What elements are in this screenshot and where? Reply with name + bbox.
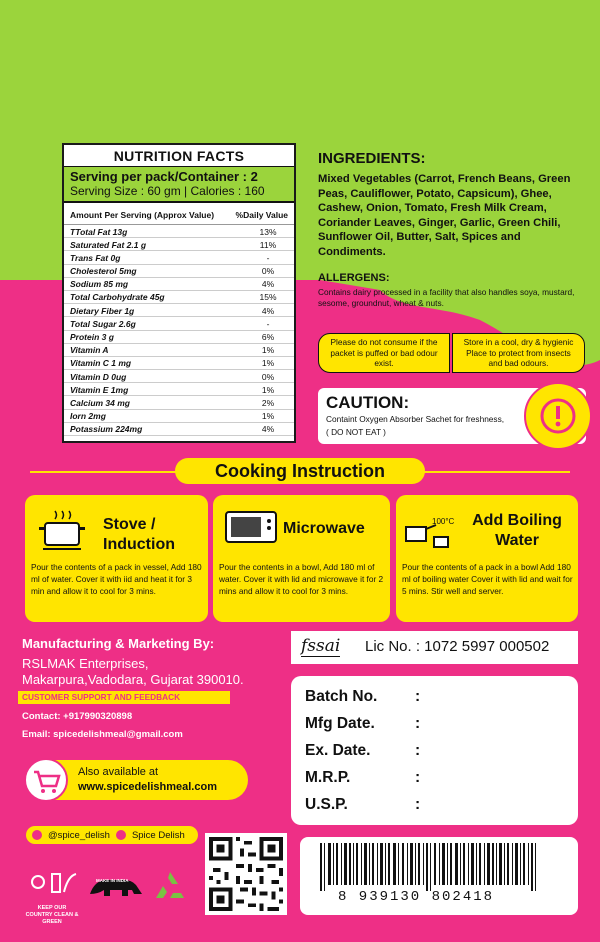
stove-instructions: Pour the contents of a pack in vessel, Add 180 ml of water. Cover it with iid and heat it for 3 min and allow it to cool for 3 mins. <box>31 562 202 596</box>
nutrition-row <box>64 331 294 344</box>
nutrient-name: Trans Fat 0g <box>70 252 121 263</box>
nutrient-daily-value: - <box>266 252 270 263</box>
nutrition-row <box>64 396 294 409</box>
boiling-water-title: Add Boiling Water <box>472 512 562 549</box>
ingredients-text: Mixed Vegetables (Carrot, French Beans, Green Peas, Cauliflower, Potato, Capsicum), Ghee, Cashew, Onion, Tomato, Fresh Milk Cream, Coriander Leaves, Ginger, Garlic, Green Chili, Sunflower Oil, Butter, Salt, Spices and Condiments. <box>318 173 571 258</box>
nutrition-header-amount: Amount Per Serving (Approx Value) <box>70 210 215 220</box>
caution-title: CAUTION: <box>326 393 410 412</box>
mrp-label: M.R.P. <box>305 769 351 786</box>
boiling-water-instructions: Pour the contents of a pack in a bowl Add 180 ml of boiling water Cover it with lid and wait for 5 mins. Stir well and server. <box>402 562 573 596</box>
nutrition-row <box>64 238 294 251</box>
nutrient-name: Saturated Fat 2.1 g <box>70 239 147 250</box>
nutrition-row <box>64 383 294 396</box>
nutrient-name: Total Sugar 2.6g <box>70 318 136 329</box>
nutrient-name: Vitamin E 1mg <box>70 384 129 395</box>
nutrition-row <box>64 410 294 423</box>
nutrition-facts-panel <box>62 143 296 443</box>
nutrition-row <box>64 344 294 357</box>
nutrition-row <box>64 291 294 304</box>
instagram-icon <box>32 830 42 840</box>
microwave-icon <box>225 511 277 545</box>
recycle-icon <box>150 868 190 913</box>
nutrient-name: TTotal Fat 13g <box>70 226 128 237</box>
make-in-india-logo <box>88 872 144 907</box>
fssai-logo: fssai <box>301 636 341 656</box>
nutrient-name: Protein 3 g <box>70 332 114 342</box>
shopping-cart-icon <box>24 758 68 802</box>
nutrition-title: NUTRITION FACTS <box>64 145 294 167</box>
instagram-handle[interactable]: @spice_delish <box>48 829 110 841</box>
nutrition-header <box>64 203 294 225</box>
nutrient-daily-value: 0% <box>261 266 275 277</box>
nutrient-daily-value: 4% <box>261 424 275 435</box>
nutrition-row <box>64 278 294 291</box>
ingredients-title: INGREDIENTS: <box>318 150 426 167</box>
nutrition-row <box>64 251 294 264</box>
social-handles <box>26 826 198 844</box>
cooking-pot-icon <box>35 509 89 553</box>
nutrient-daily-value: - <box>266 318 270 329</box>
serving-info <box>64 167 294 203</box>
allergens-text: Contains dairy processed in a facility that also handles soya, mustard, sesome, groundnut, wheat & nuts. <box>318 287 575 308</box>
storage-warning: Store in a cool, dry & hygienic Place to protect from insects and bad odours. <box>452 333 585 373</box>
temperature-label: 100°C <box>432 517 455 526</box>
contact-phone[interactable]: Contact: +917990320898 <box>22 711 133 722</box>
nutrient-daily-value: 2% <box>261 397 275 408</box>
puffed-packet-warning: Please do not consume if the packet is puffed or bad odour exist. <box>318 333 450 373</box>
batch-no-sep: : <box>415 688 421 705</box>
customer-support-label: CUSTOMER SUPPORT AND FEEDBACK <box>18 691 230 704</box>
nutrition-row <box>64 357 294 370</box>
batch-no-label: Batch No. <box>305 688 378 705</box>
nutrient-name: Potassium 224mg <box>70 424 143 435</box>
nutrition-row <box>64 317 294 330</box>
stove-method-card <box>25 495 208 622</box>
mfg-date-sep: : <box>415 715 421 732</box>
nutrition-row <box>64 370 294 383</box>
keep-clean-logo <box>24 866 80 926</box>
manufacturer-title: Manufacturing & Marketing By: <box>22 636 215 651</box>
nutrient-daily-value: 6% <box>261 332 275 342</box>
nutrient-daily-value: 15% <box>259 292 277 303</box>
serving-size: Serving Size : 60 gm | Calories : 160 <box>70 184 265 198</box>
facebook-icon <box>116 830 126 840</box>
barcode-box <box>300 837 578 915</box>
nutrient-daily-value: 4% <box>261 305 275 316</box>
nutrient-name: Cholesterol 5mg <box>70 266 137 277</box>
nutrient-name: Dietary Fiber 1g <box>70 305 135 316</box>
microwave-instructions: Pour the contents in a bowl, Add 180 ml of water. Cover it with lid and microwave it for 2 mins and allow it to cool for 3 mins. <box>219 562 384 596</box>
nutrition-row <box>64 265 294 278</box>
mfg-date-label: Mfg Date. <box>305 715 375 732</box>
allergens-title: ALLERGENS: <box>318 272 390 284</box>
nutrient-name: Vitamin A <box>70 345 109 356</box>
nutrition-row <box>64 304 294 317</box>
qr-code[interactable] <box>205 833 287 915</box>
nutrient-daily-value: 11% <box>259 239 277 250</box>
caution-box <box>318 388 586 444</box>
nutrient-name: Vitamin D 0ug <box>70 371 127 382</box>
fssai-license-box <box>291 631 578 664</box>
batch-info-box <box>291 676 578 825</box>
nutrition-row <box>64 423 294 436</box>
availability-banner <box>26 760 248 800</box>
nutrient-name: Vitamin C 1 mg <box>70 358 132 369</box>
contact-email[interactable]: Email: spicedelishmeal@gmail.com <box>22 729 183 740</box>
usp-label: U.S.P. <box>305 796 348 813</box>
nutrient-name: Iorn 2mg <box>70 411 106 422</box>
website-link[interactable]: www.spicedelishmeal.com <box>78 781 217 793</box>
boiling-water-method-card <box>396 495 578 622</box>
nutrient-daily-value: 1% <box>261 411 275 422</box>
exp-date-label: Ex. Date. <box>305 742 371 759</box>
nutrition-rows <box>64 225 294 436</box>
manufacturer-name: RSLMAK Enterprises, <box>22 656 149 671</box>
nutrient-daily-value: 1% <box>261 345 275 356</box>
barcode-image <box>320 843 560 891</box>
keep-clean-text: KEEP OUR COUNTRY CLEAN & GREEN <box>25 905 79 925</box>
stove-title: Stove / Induction <box>103 516 175 553</box>
manufacturer-address: Makarpura,Vadodara, Gujarat 390010. <box>22 672 244 687</box>
cooking-instruction-title: Cooking Instruction <box>175 458 425 484</box>
nutrient-daily-value: 4% <box>261 279 275 290</box>
nutrient-name: Calcium 34 mg <box>70 397 130 408</box>
microwave-method-card <box>213 495 390 622</box>
availability-text: Also available at <box>78 766 159 778</box>
exp-date-sep: : <box>415 742 421 759</box>
barcode-number: 8 939130 802418 <box>338 889 495 905</box>
caution-line: Containt Oxygen Absorber Sachet for freshness, <box>326 414 505 424</box>
nutrient-name: Sodium 85 mg <box>70 279 129 290</box>
nutrition-row <box>64 225 294 238</box>
fssai-license-number: Lic No. : 1072 5997 000502 <box>365 638 550 655</box>
mrp-sep: : <box>415 769 421 786</box>
nutrition-header-daily: %Daily Value <box>235 210 288 220</box>
nutrient-daily-value: 13% <box>259 226 277 237</box>
nutrient-daily-value: 0% <box>261 371 275 382</box>
facebook-handle[interactable]: Spice Delish <box>131 829 185 841</box>
nutrient-name: Total Carbohydrate 45g <box>70 292 165 303</box>
serving-per-pack: Serving per pack/Container : 2 <box>70 169 258 184</box>
microwave-title: Microwave <box>283 520 365 537</box>
exclamation-icon <box>524 382 592 450</box>
nutrient-daily-value: 1% <box>261 384 275 395</box>
usp-sep: : <box>415 796 421 813</box>
caution-do-not-eat: ( DO NOT EAT ) <box>326 427 386 437</box>
make-in-india-text: MAKE IN INDIA <box>96 878 129 883</box>
nutrient-daily-value: 1% <box>261 358 275 369</box>
